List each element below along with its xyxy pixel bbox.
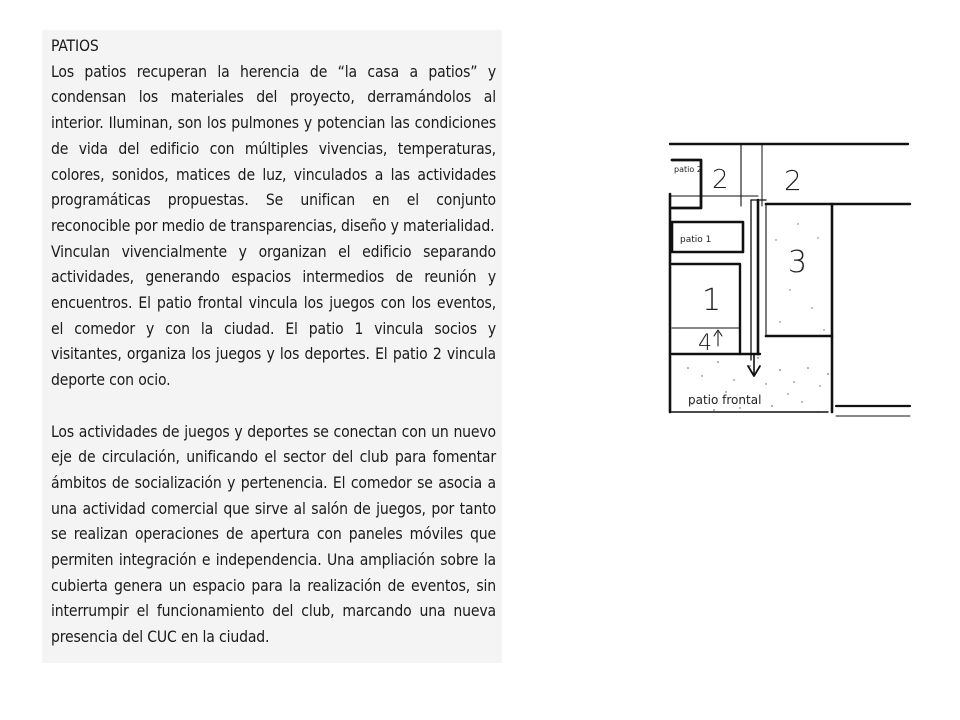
- paragraph-circulation: Los actividades de juegos y deportes se conectan con un nuevo eje de circulación, unificando el sector del club para fomentar ámbitos de socialización y pertenencia. El comedor se asocia a una actividad comercial que sirve al salón de juegos, por tanto se realizan operaciones de apertura con paneles móviles que permiten integración e independencia. Una ampliación sobre la cubierta genera un espacio para la realización de eventos, sin interrumpir el funcionamiento del club, marcando una nueva presencia del CUC en la ciudad.: [51, 422, 496, 647]
- label-zone-2b: 2: [784, 164, 802, 197]
- label-patio-1: patio 1: [680, 235, 712, 245]
- label-zone-2a: 2: [712, 165, 729, 195]
- section-heading: PATIOS: [51, 37, 99, 55]
- text-column: [42, 30, 502, 663]
- label-zone-1: 1: [702, 283, 722, 318]
- paragraph-patios-organization: Vinculan vivencialmente y organizan el edificio separando actividades, generando espacios intermedios de reunión y encuentros. El patio frontal vincula los juegos con los eventos, el comedor y con la ciudad. El patio 1 vincula socios y visitantes, organiza los juegos y los deportes. El patio 2 vincula deporte con ocio.: [51, 242, 496, 390]
- label-patio-frontal: patio frontal: [688, 393, 762, 407]
- label-patio-2: patio 2: [674, 165, 702, 174]
- label-zone-4: 4: [698, 331, 712, 356]
- label-zone-3: 3: [788, 245, 808, 280]
- floor-plan-sketch: [668, 140, 914, 425]
- paragraph-spacer: [51, 394, 496, 420]
- paragraph-patios-intro: Los patios recuperan la herencia de “la casa a patios” y condensan los materiales del proyecto, derramándolos al interior. Iluminan, son los pulmones y potencian las condiciones de vida del edificio con múltiples vivencias, temperaturas, colores, sonidos, matices de luz, vinculados a las actividades programáticas propuestas. Se unifican en el conjunto reconocible por medio de transparencias, diseño y materialidad.: [51, 62, 496, 235]
